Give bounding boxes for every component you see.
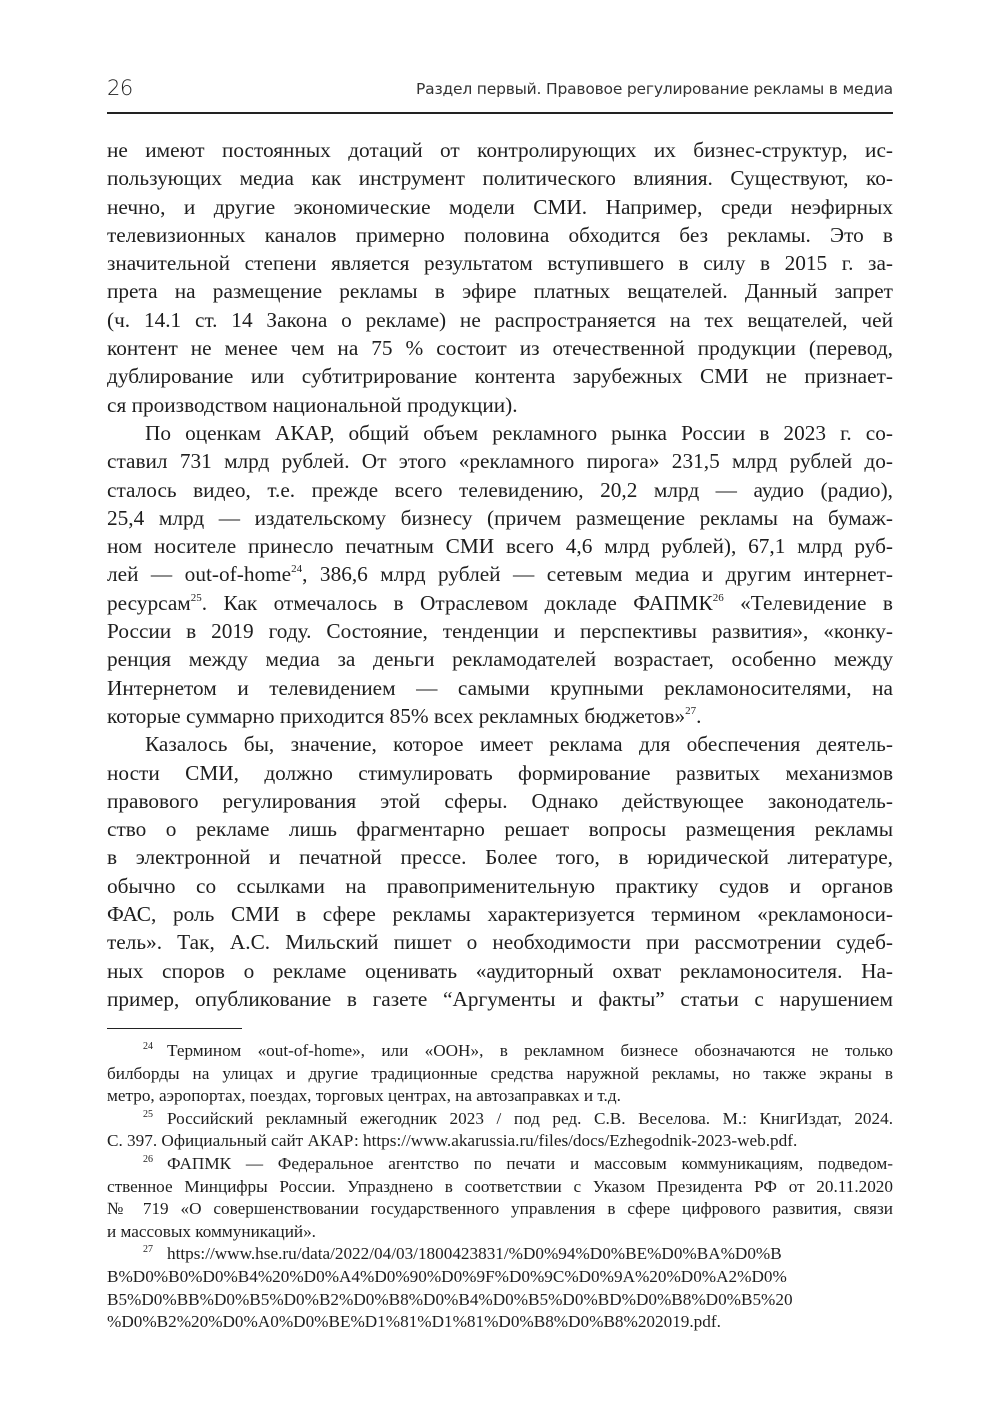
text-line: правового регулирования этой сферы. Однако действующее законодатель-: [107, 788, 893, 813]
text-line: значительной степени является результатом вступившего в силу в 2015 г. за-: [107, 251, 893, 276]
paragraph-1: [107, 136, 893, 419]
text-line: телевизионных каналов примерно половина обходится без рекламы. Это в: [107, 222, 893, 247]
text-fragment: . Как отмечалось в Отраслевом докладе ФАПМК: [201, 590, 713, 615]
text-line: пользующих медиа как инструмент политического влияния. Существуют, ко-: [107, 166, 893, 191]
text-line: ренция между медиа за деньги рекламодателей возрастает, особенно между: [107, 647, 893, 672]
text-fragment: ресурсам: [107, 590, 191, 615]
footnote-26: [107, 1153, 893, 1243]
footnote-ref-27[interactable]: 27: [685, 704, 697, 717]
text-line: [107, 702, 893, 730]
footnote-separator: [107, 1028, 242, 1029]
text-fragment: лей — out-of-home: [107, 562, 292, 587]
text-line: ство о рекламе лишь фрагментарно решает вопросы размещения рекламы: [107, 817, 893, 842]
text-fragment: Российский рекламный ежегодник 2023 / под ред. С.В. Веселова. М.: КнигИздат, 2024.: [167, 1108, 893, 1128]
footnote-number: 24: [143, 1041, 153, 1052]
text-line: контент не менее чем на 75 % состоит из отечественной продукции (перевод,: [107, 336, 893, 361]
text-line: прета на размещение рекламы в эфире платных вещателей. Данный запрет: [107, 279, 893, 304]
text-fragment: которые суммарно приходится 85% всех рекламных бюджетов»: [107, 703, 686, 728]
page-number: 26: [107, 76, 133, 100]
main-text: [107, 136, 893, 1013]
footnote-27: [107, 1243, 893, 1333]
text-line: ном носителе принесло печатным СМИ всего 4,6 млрд рублей), 67,1 млрд руб-: [107, 534, 893, 559]
text-fragment: «Телевидение в: [723, 590, 893, 615]
text-line: [107, 560, 893, 588]
text-line: ставил 731 млрд рублей. От этого «рекламного пирога» 231,5 млрд рублей до-: [107, 449, 893, 474]
text-line: России в 2019 году. Состояние, тенденции и перспективы развития», «конку-: [107, 619, 893, 644]
footnote-line: и массовых коммуникаций».: [107, 1221, 316, 1241]
footnote-number: 27: [143, 1244, 153, 1256]
paragraph-3: [107, 730, 893, 1013]
footnote-link-line[interactable]: B%D0%B0%D0%B4%20%D0%A4%D0%90%D0%9F%D0%9C%D0%9A%20%D0%A2%D0%: [107, 1266, 787, 1286]
text-fragment: ФАПМК — Федеральное агентство по печати и массовым коммуникациям, подведом-: [167, 1153, 893, 1173]
footnote-ref-25[interactable]: 25: [190, 591, 202, 604]
footnote-ref-26[interactable]: 26: [712, 591, 724, 604]
footnote-line: билборды на улицах и другие традиционные средства наружной рекламы, но также экраны в: [107, 1063, 893, 1083]
text-line: ных споров о рекламе оценивать «аудиторный охват рекламоносителя. На-: [107, 958, 893, 983]
footnote-link-line[interactable]: [107, 1243, 893, 1266]
header-rule: [107, 112, 893, 114]
text-line: пример, опубликование в газете “Аргументы и факты” статьи с нарушением: [107, 986, 893, 1011]
footnote-line: [107, 1153, 893, 1176]
footnote-line: [107, 1040, 893, 1063]
footnote-ref-24[interactable]: 24: [291, 563, 303, 576]
text-fragment: Термином «out-of-home», или «OOH», в рекламном бизнесе обозначаются не только: [167, 1041, 893, 1060]
text-line: нечно, и другие экономические модели СМИ. Например, среди неэфирных: [107, 194, 893, 219]
footnote-line: ственное Минцифры России. Упразднено в соответствии с Указом Президента РФ от 20.11.2020: [107, 1176, 893, 1196]
text-fragment: .: [696, 703, 702, 728]
text-line: Интернетом и телевидением — самыми крупными рекламоносителями, на: [107, 675, 893, 700]
text-line: дублирование или субтитрирование контента зарубежных СМИ не признает-: [107, 364, 893, 389]
footnote-line: метро, аэропортах, поездах, торговых центрах, на автозаправках и т.д.: [107, 1086, 621, 1106]
text-line: не имеют постоянных дотаций от контролирующих их бизнес-структур, ис-: [107, 138, 893, 162]
text-line: обычно со ссылками на правоприменительную практику судов и органов: [107, 873, 893, 898]
footnote-link-line[interactable]: B5%D0%BB%D0%B5%D0%B2%D0%B8%D0%B4%D0%B5%D0%BD%D0%B8%D0%B5%20: [107, 1289, 793, 1309]
section-title: Раздел первый. Правовое регулирование рекламы в медиа: [416, 80, 893, 98]
text-line: ФАС, роль СМИ в сфере рекламы характеризуется термином «рекламоноси-: [107, 902, 893, 927]
footnote-line: [107, 1108, 893, 1131]
footnote-24: [107, 1040, 893, 1108]
footnote-number: 26: [143, 1153, 153, 1165]
text-line: тель». Так, А.С. Мильский пишет о необходимости при рассмотрении судеб-: [107, 930, 893, 955]
text-line: [107, 589, 893, 617]
text-line: 25,4 млрд — издательскому бизнесу (причем размещение рекламы на бумаж-: [107, 505, 893, 530]
text-line: Казалось бы, значение, которое имеет реклама для обеспечения деятель-: [145, 732, 893, 757]
running-head: [107, 76, 893, 106]
footnote-link-line[interactable]: С. 397. Официальный сайт АКАР: https://www.akarussia.ru/files/docs/Ezhegodnik-2023-web.pdf.: [107, 1131, 798, 1151]
text-line: в электронной и печатной прессе. Более того, в юридической литературе,: [107, 845, 893, 870]
paragraph-2: [107, 419, 893, 730]
text-line: ся производством национальной продукции).: [107, 392, 518, 417]
footnotes: [107, 1040, 893, 1334]
text-line: (ч. 14.1 ст. 14 Закона о рекламе) не распространяется на тех вещателей, чей: [107, 307, 893, 332]
text-fragment: , 386,6 млрд рублей — сетевым медиа и другим интернет-: [302, 562, 893, 587]
text-line: По оценкам АКАР, общий объем рекламного рынка России в 2023 г. со-: [145, 420, 893, 445]
text-line: сталось видео, т.е. прежде всего телевидению, 20,2 млрд — аудио (радио),: [107, 477, 893, 502]
text-line: ности СМИ, должно стимулировать формирование развитых механизмов: [107, 760, 893, 785]
url-fragment[interactable]: https://www.hse.ru/data/2022/04/03/1800423831/%D0%94%D0%BE%D0%BA%D0%B: [167, 1244, 782, 1264]
footnote-link-line[interactable]: %D0%B2%20%D0%A0%D0%BE%D1%81%D1%81%D0%B8%D0%B8%202019.pdf.: [107, 1312, 721, 1332]
footnote-25: [107, 1108, 893, 1153]
footnote-line: № 719 «О совершенствовании государственного управления в сфере цифрового развития, связи: [107, 1199, 893, 1219]
footnote-number: 25: [143, 1108, 153, 1120]
